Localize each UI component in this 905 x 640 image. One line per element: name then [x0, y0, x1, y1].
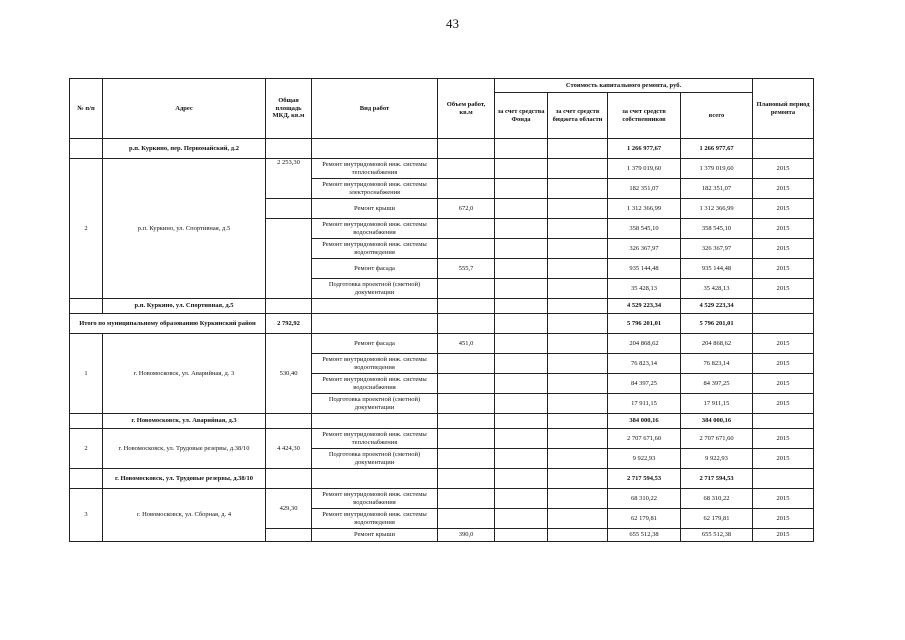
cell-owners: 358 545,10: [608, 219, 681, 239]
cell-budget: [548, 199, 608, 219]
cell-period: 2015: [753, 159, 814, 179]
header-volume: Объем работ, кв.м: [438, 79, 495, 139]
cell-budget: [548, 219, 608, 239]
table-row: [70, 429, 814, 449]
cell-period: [753, 314, 814, 334]
cell-total: 1 266 977,67: [681, 139, 753, 159]
cell-budget: [548, 469, 608, 489]
cell-volume: [438, 394, 495, 414]
cell-owners: 4 529 223,34: [608, 299, 681, 314]
cell-total: 358 545,10: [681, 219, 753, 239]
cell-fund: [495, 374, 548, 394]
cell-work: [312, 469, 438, 489]
cell-fund: [495, 489, 548, 509]
cell-owners: 5 796 201,01: [608, 314, 681, 334]
cell-period: 2015: [753, 239, 814, 259]
cell-fund: [495, 354, 548, 374]
cell-fund: [495, 429, 548, 449]
cell-address: г. Новомосковск, ул. Сборная, д. 4: [103, 489, 266, 542]
cell-address: г. Новомосковск, ул. Трудовые резервы, д.38/10: [103, 429, 266, 469]
cell-number: [70, 139, 103, 159]
cell-address: Итого по муниципальному образованию Куркинский район: [70, 314, 266, 334]
cell-work: Ремонт внутридомовой инж. системы водоснабжения: [312, 374, 438, 394]
cell-number: 2: [70, 159, 103, 299]
cell-owners: 2 717 594,53: [608, 469, 681, 489]
cell-volume: [438, 489, 495, 509]
cell-owners: 9 922,93: [608, 449, 681, 469]
cell-fund: [495, 199, 548, 219]
cell-fund: [495, 394, 548, 414]
cell-work: Ремонт крыши: [312, 529, 438, 542]
cell-period: [753, 469, 814, 489]
cell-work: [312, 414, 438, 429]
cell-fund: [495, 449, 548, 469]
cell-volume: [438, 354, 495, 374]
cell-volume: [438, 509, 495, 529]
cell-work: [312, 139, 438, 159]
cell-budget: [548, 414, 608, 429]
cell-work: Ремонт внутридомовой инж. системы водоотведения: [312, 239, 438, 259]
cell-fund: [495, 414, 548, 429]
cell-budget: [548, 529, 608, 542]
header-area: Общая площадь МКД, кв.м: [266, 79, 312, 139]
cell-owners: 84 397,25: [608, 374, 681, 394]
cell-period: 2015: [753, 429, 814, 449]
cell-fund: [495, 219, 548, 239]
cell-total: 62 179,81: [681, 509, 753, 529]
cell-number: 1: [70, 334, 103, 414]
cell-budget: [548, 449, 608, 469]
cell-address: г. Новомосковск, ул. Аварийная, д.3: [103, 414, 266, 429]
cell-budget: [548, 394, 608, 414]
cell-area: [266, 199, 312, 219]
cell-total: 204 868,62: [681, 334, 753, 354]
cell-owners: 384 000,16: [608, 414, 681, 429]
cell-total: 935 144,48: [681, 259, 753, 279]
cell-volume: [438, 429, 495, 449]
cell-volume: [438, 179, 495, 199]
cell-work: Подготовка проектной (сметной) документации: [312, 449, 438, 469]
cell-period: 2015: [753, 354, 814, 374]
header-fund: за счет средства Фонда: [495, 93, 548, 139]
cell-fund: [495, 529, 548, 542]
cell-total: 5 796 201,01: [681, 314, 753, 334]
header-work-type: Вид работ: [312, 79, 438, 139]
cell-period: 2015: [753, 279, 814, 299]
table-row: [70, 299, 814, 314]
cell-owners: 1 379 019,60: [608, 159, 681, 179]
cell-address: р.п. Куркино, ул. Спортивная, д.5: [103, 299, 266, 314]
cell-owners: 2 707 671,60: [608, 429, 681, 449]
cell-volume: 390,0: [438, 529, 495, 542]
cell-budget: [548, 509, 608, 529]
cell-budget: [548, 279, 608, 299]
cell-total: 655 512,38: [681, 529, 753, 542]
cell-total: 326 367,97: [681, 239, 753, 259]
cell-number: [70, 414, 103, 429]
cell-period: 2015: [753, 489, 814, 509]
cell-volume: [438, 139, 495, 159]
cell-work: [312, 314, 438, 334]
cell-period: 2015: [753, 219, 814, 239]
cell-total: 4 529 223,34: [681, 299, 753, 314]
header-number: № п/п: [70, 79, 103, 139]
cell-fund: [495, 139, 548, 159]
cell-work: Ремонт внутридомовой инж. системы водоснабжения: [312, 219, 438, 239]
cell-address: г. Новомосковск, ул. Трудовые резервы, д.38/10: [103, 469, 266, 489]
cell-budget: [548, 299, 608, 314]
header-period: Плановый период ремонта: [753, 79, 814, 139]
cell-period: [753, 139, 814, 159]
cell-area: 2 792,92: [266, 314, 312, 334]
cell-fund: [495, 279, 548, 299]
cell-owners: 935 144,48: [608, 259, 681, 279]
cell-volume: [438, 414, 495, 429]
cell-owners: 655 512,38: [608, 529, 681, 542]
cell-owners: 76 823,14: [608, 354, 681, 374]
cell-work: Ремонт внутридомовой инж. системы электроснабжения: [312, 179, 438, 199]
cell-total: 2 707 671,60: [681, 429, 753, 449]
cell-budget: [548, 314, 608, 334]
cell-work: Подготовка проектной (сметной) документации: [312, 279, 438, 299]
cell-period: 2015: [753, 259, 814, 279]
cell-total: 182 351,07: [681, 179, 753, 199]
header-owners: за счет средств собственников: [608, 93, 681, 139]
cell-fund: [495, 259, 548, 279]
cell-owners: 62 179,81: [608, 509, 681, 529]
cell-fund: [495, 239, 548, 259]
cell-owners: 68 310,22: [608, 489, 681, 509]
cell-fund: [495, 179, 548, 199]
cell-number: 3: [70, 489, 103, 542]
cell-fund: [495, 334, 548, 354]
table-row: [70, 469, 814, 489]
table-row: [70, 314, 814, 334]
cell-volume: [438, 219, 495, 239]
cell-area: 2 253,30: [266, 159, 312, 199]
cell-volume: 451,0: [438, 334, 495, 354]
cell-area: [266, 139, 312, 159]
header-address: Адрес: [103, 79, 266, 139]
cell-area: [266, 529, 312, 542]
cell-total: 384 000,16: [681, 414, 753, 429]
cell-volume: [438, 239, 495, 259]
cell-owners: 204 868,62: [608, 334, 681, 354]
cell-work: Ремонт внутридомовой инж. системы теплоснабжения: [312, 159, 438, 179]
cell-fund: [495, 299, 548, 314]
cell-total: 68 310,22: [681, 489, 753, 509]
cell-number: [70, 469, 103, 489]
cell-volume: [438, 299, 495, 314]
cell-period: 2015: [753, 334, 814, 354]
cell-total: 76 823,14: [681, 354, 753, 374]
cell-fund: [495, 509, 548, 529]
cell-budget: [548, 429, 608, 449]
cell-owners: 1 312 366,99: [608, 199, 681, 219]
cell-total: 84 397,25: [681, 374, 753, 394]
capital-repair-table: [69, 78, 814, 542]
cell-work: Ремонт крыши: [312, 199, 438, 219]
cell-total: 1 312 366,99: [681, 199, 753, 219]
cell-fund: [495, 469, 548, 489]
table-row: [70, 159, 814, 179]
cell-fund: [495, 314, 548, 334]
cell-budget: [548, 489, 608, 509]
cell-work: Ремонт фасада: [312, 259, 438, 279]
cell-work: Ремонт внутридомовой инж. системы теплоснабжения: [312, 429, 438, 449]
cell-total: 9 922,93: [681, 449, 753, 469]
cell-budget: [548, 139, 608, 159]
cell-budget: [548, 374, 608, 394]
table-row: [70, 334, 814, 354]
cell-area: [266, 414, 312, 429]
cell-total: 35 428,13: [681, 279, 753, 299]
cell-total: 2 717 594,53: [681, 469, 753, 489]
cell-budget: [548, 159, 608, 179]
cell-volume: 672,0: [438, 199, 495, 219]
cell-address: р.п. Куркино, ул. Спортивная, д.5: [103, 159, 266, 299]
cell-period: 2015: [753, 449, 814, 469]
cell-budget: [548, 179, 608, 199]
cell-period: 2015: [753, 179, 814, 199]
cell-period: [753, 414, 814, 429]
cell-area: [266, 299, 312, 314]
cell-period: [753, 299, 814, 314]
table-row: [70, 489, 814, 509]
header-cost-group: Стоимость капитального ремонта, руб.: [495, 79, 753, 93]
cell-fund: [495, 159, 548, 179]
cell-area: 429,30: [266, 489, 312, 529]
cell-work: Подготовка проектной (сметной) документации: [312, 394, 438, 414]
cell-work: Ремонт внутридомовой инж. системы водоотведения: [312, 354, 438, 374]
cell-volume: [438, 279, 495, 299]
page-number: 43: [446, 16, 459, 31]
cell-volume: [438, 159, 495, 179]
cell-period: 2015: [753, 509, 814, 529]
cell-budget: [548, 239, 608, 259]
cell-work: Ремонт внутридомовой инж. системы водоснабжения: [312, 489, 438, 509]
cell-volume: 555,7: [438, 259, 495, 279]
cell-area: [266, 469, 312, 489]
cell-area: [266, 219, 312, 299]
cell-work: Ремонт фасада: [312, 334, 438, 354]
cell-volume: [438, 469, 495, 489]
cell-budget: [548, 259, 608, 279]
cell-volume: [438, 314, 495, 334]
header-budget: за счет средств бюджета области: [548, 93, 608, 139]
cell-area: 530,40: [266, 334, 312, 414]
cell-owners: 182 351,07: [608, 179, 681, 199]
cell-address: р.п. Куркино, пер. Первомайский, д.2: [103, 139, 266, 159]
cell-budget: [548, 334, 608, 354]
cell-volume: [438, 374, 495, 394]
cell-period: 2015: [753, 199, 814, 219]
table-row: [70, 414, 814, 429]
cell-owners: 17 911,15: [608, 394, 681, 414]
cell-total: 1 379 019,60: [681, 159, 753, 179]
cell-period: 2015: [753, 394, 814, 414]
cell-owners: 35 428,13: [608, 279, 681, 299]
cell-total: 17 911,15: [681, 394, 753, 414]
cell-address: г. Новомосковск, ул. Аварийная, д. 3: [103, 334, 266, 414]
table-row: [70, 139, 814, 159]
cell-number: [70, 299, 103, 314]
cell-period: 2015: [753, 529, 814, 542]
cell-work: [312, 299, 438, 314]
header-total: всего: [681, 93, 753, 139]
cell-area: 4 424,30: [266, 429, 312, 469]
cell-work: Ремонт внутридомовой инж. системы водоотведения: [312, 509, 438, 529]
cell-owners: 1 266 977,67: [608, 139, 681, 159]
cell-budget: [548, 354, 608, 374]
cell-period: 2015: [753, 374, 814, 394]
cell-number: 2: [70, 429, 103, 469]
cell-volume: [438, 449, 495, 469]
cell-owners: 326 367,97: [608, 239, 681, 259]
